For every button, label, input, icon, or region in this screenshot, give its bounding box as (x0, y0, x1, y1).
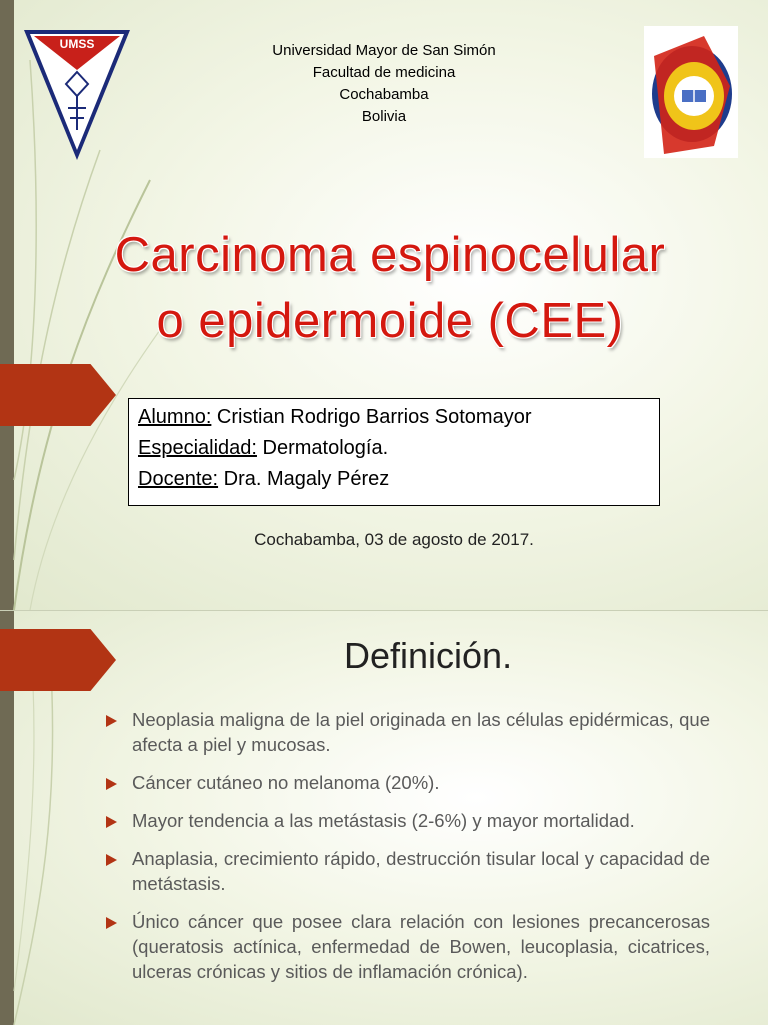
student-value: Cristian Rodrigo Barrios Sotomayor (211, 406, 532, 428)
bullet-text: Neoplasia maligna de la piel originada en las células epidérmicas, que afecta a piel y mucosas. (132, 709, 710, 755)
teacher-row (138, 464, 659, 495)
bullet-arrow-icon (106, 816, 117, 828)
city-name: Cochabamba (339, 86, 429, 103)
section-heading: Definición. (344, 635, 513, 676)
definition-slide (0, 610, 768, 1025)
umss-logo-text: UMSS (59, 37, 95, 51)
institution-header (200, 40, 568, 128)
bullet-text: Cáncer cutáneo no melanoma (20%). (132, 772, 440, 793)
list-item (104, 707, 710, 757)
faculty-name: Facultad de medicina (312, 64, 456, 81)
list-item (104, 770, 710, 795)
umss-logo-icon (22, 26, 132, 164)
bullet-arrow-icon (106, 917, 117, 929)
presentation-title (30, 222, 750, 354)
student-label: Alumno: (138, 406, 212, 428)
presentation-date: Cochabamba, 03 de agosto de 2017. (254, 530, 534, 549)
definition-list (104, 707, 710, 997)
title-line-2: o epidermoide (CEE) (156, 294, 624, 348)
bullet-text: Único cáncer que posee clara relación con lesiones precancerosas (queratosis actínica, enfermedad de Bowen, leucoplasia, cicatrices, ulceras crónicas y sitios de inflamación crónica). (132, 911, 710, 982)
bullet-arrow-icon (106, 778, 117, 790)
author-info-box (128, 398, 660, 506)
specialty-row (138, 433, 659, 464)
bullet-text: Mayor tendencia a las metástasis (2-6%) y mayor mortalidad. (132, 810, 635, 831)
bullet-text: Anaplasia, crecimiento rápido, destrucción tisular local y capacidad de metástasis. (132, 848, 710, 894)
specialty-label: Especialidad: (138, 437, 257, 459)
list-item (104, 808, 710, 833)
specialty-value: Dermatología. (256, 437, 389, 459)
bullet-arrow-icon (106, 715, 117, 727)
teacher-label: Docente: (138, 468, 219, 490)
country-name: Bolivia (361, 108, 407, 125)
bullet-arrow-icon (106, 854, 117, 866)
list-item (104, 909, 710, 984)
list-item (104, 846, 710, 896)
faculty-seal-icon (644, 26, 738, 158)
title-line-1: Carcinoma espinocelular (114, 228, 666, 282)
student-row (138, 402, 659, 433)
university-name: Universidad Mayor de San Simón (272, 42, 496, 59)
teacher-value: Dra. Magaly Pérez (218, 468, 390, 490)
